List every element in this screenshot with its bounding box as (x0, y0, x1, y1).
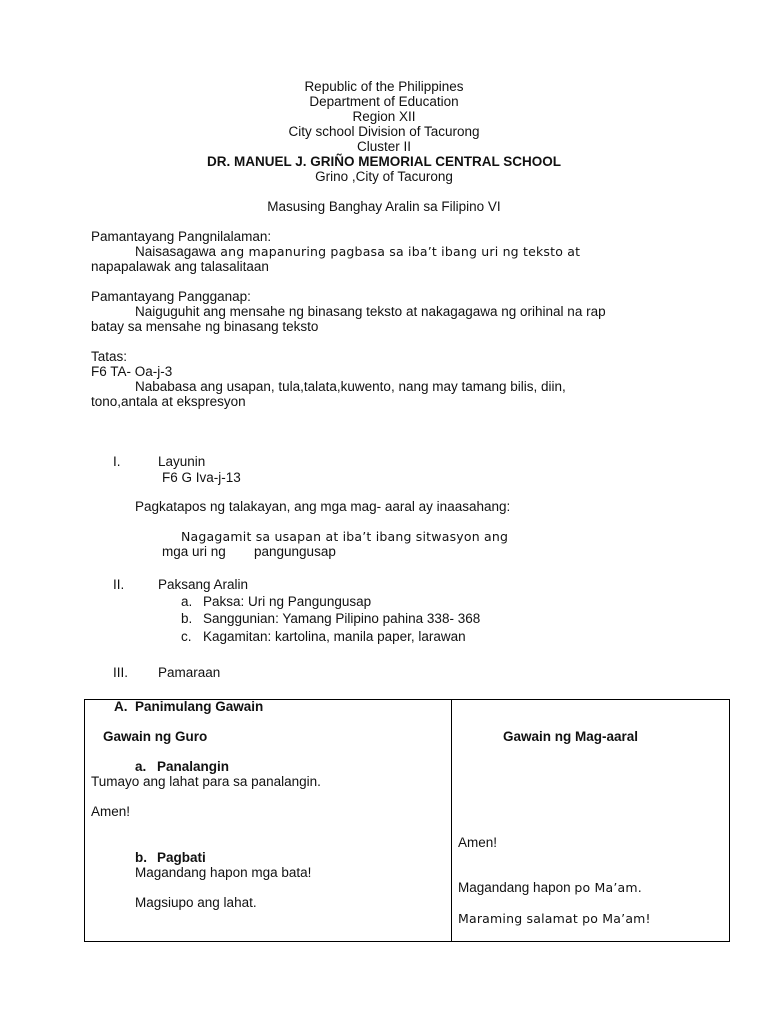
pangnilalaman-text-part2: ang mapanuring pagbasa sa iba’t ibang uri ng teksto at (216, 244, 581, 259)
layunin-objective-line2a: mga uri ng (162, 544, 226, 559)
pagbati-student-line1a: Magandang hapon (458, 880, 575, 895)
school-name: DR. MANUEL J. GRIÑO MEMORIAL CENTRAL SCHOOL (206, 154, 561, 169)
panalangin-teacher-line: Tumayo ang lahat para sa panalangin. (91, 774, 321, 789)
document-title: Masusing Banghay Aralin sa Filipino VI (267, 199, 501, 214)
table-column-divider (451, 700, 452, 941)
column-header-student: Gawain ng Mag-aaral (503, 729, 639, 744)
pagbati-marker: b. (135, 850, 147, 865)
pangganap-text-line2: batay sa mensahe ng binasang teksto (91, 319, 319, 334)
tatas-text-line2: tono,antala at ekspresyon (91, 394, 246, 409)
pangganap-text-line1: Naiguguhit ang mensahe ng binasang teksto at nakagagawa ng orihinal na rap (135, 304, 606, 319)
pamaraan-numeral: III. (113, 665, 129, 680)
paksang-aralin-heading: Paksang Aralin (158, 577, 249, 592)
header-region: Region XII (352, 109, 416, 124)
panalangin-teacher-amen: Amen! (91, 804, 131, 819)
panalangin-marker: a. (135, 759, 147, 774)
header-republic: Republic of the Philippines (304, 79, 464, 94)
pangnilalaman-text-line1 (135, 244, 580, 259)
layunin-objective-line1: Nagagamit sa usapan at iba’t ibang sitwasyon ang (181, 529, 509, 544)
tatas-text-line1: Nababasa ang usapan, tula,talata,kuwento, nang may tamang bilis, diin, (135, 379, 566, 394)
header-department: Department of Education (309, 94, 459, 109)
pagbati-student-line2: Maraming salamat po Ma’am! (458, 911, 651, 926)
school-location: Grino ,City of Tacurong (315, 169, 453, 184)
tatas-code: F6 TA- Oa-j-3 (91, 364, 173, 379)
layunin-intro: Pagkatapos ng talakayan, ang mga mag- aaral ay inaasahang: (135, 499, 511, 514)
pangnilalaman-heading: Pamantayang Pangnilalaman: (91, 229, 272, 244)
pangganap-heading: Pamantayang Pangganap: (91, 289, 251, 304)
table-section-marker: A. (114, 699, 128, 714)
layunin-objective-line2b: pangungusap (254, 544, 336, 559)
paksang-aralin-item-kagamitan: Kagamitan: kartolina, manila paper, larawan (203, 629, 466, 644)
column-header-teacher: Gawain ng Guro (103, 729, 208, 744)
pamaraan-heading: Pamaraan (158, 665, 221, 680)
paksang-aralin-marker-c: c. (181, 629, 192, 644)
paksang-aralin-marker-a: a. (181, 594, 193, 609)
panalangin-title: Panalangin (157, 759, 230, 774)
pagbati-teacher-line2: Magsiupo ang lahat. (135, 895, 257, 910)
header-division: City school Division of Tacurong (288, 124, 480, 139)
panalangin-student-amen: Amen! (458, 835, 498, 850)
layunin-code: F6 G Iva-j-13 (162, 470, 241, 485)
pagbati-title: Pagbati (157, 850, 206, 865)
paksang-aralin-numeral: II. (113, 577, 125, 592)
paksang-aralin-marker-b: b. (181, 611, 193, 626)
layunin-numeral: I. (113, 454, 121, 469)
paksang-aralin-item-sanggunian: Sanggunian: Yamang Pilipino pahina 338- 368 (203, 611, 481, 626)
layunin-heading: Layunin (158, 454, 206, 469)
header-cluster: Cluster II (356, 139, 411, 154)
tatas-heading: Tatas: (91, 349, 128, 364)
pagbati-teacher-line1: Magandang hapon mga bata! (135, 865, 312, 880)
pangnilalaman-text-part1: Naisasagawa (135, 244, 217, 259)
paksang-aralin-item-paksa: Paksa: Uri ng Pangungusap (203, 594, 372, 609)
pagbati-student-line1b: po Ma’am. (574, 880, 642, 895)
table-section-title: Panimulang Gawain (135, 699, 264, 714)
pagbati-student-line1 (458, 880, 642, 895)
pangnilalaman-text-line2: napapalawak ang talasalitaan (91, 259, 269, 274)
